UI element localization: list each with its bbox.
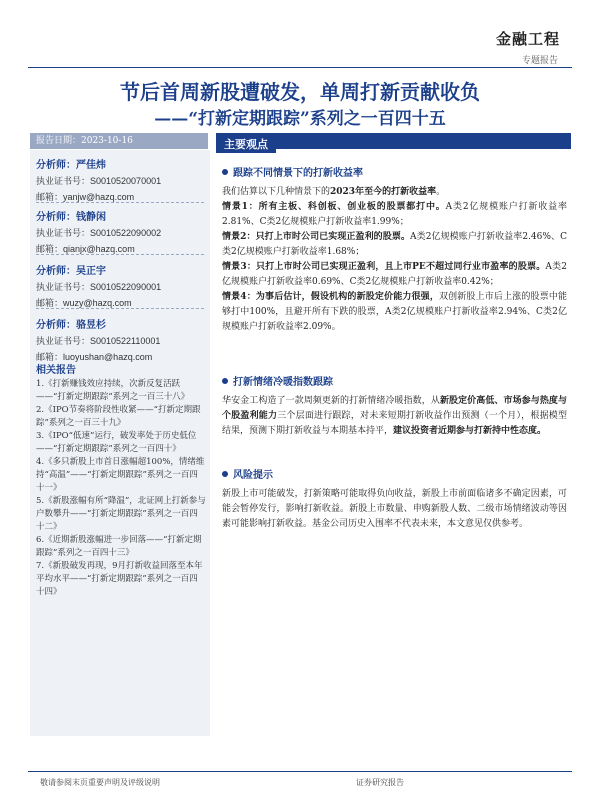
main-view-bar [216, 133, 571, 149]
scenario-bold: 情景4：为事后估计，假设机构的新股定价能力很强， [222, 292, 439, 302]
section-heading: 风险提示 [233, 470, 273, 481]
section-intro [222, 185, 567, 200]
text-run: 三个层面进行跟踪，对未来短期打新收益作出预测（一个月），根据模型结果，预测下期打新收益与本期基本持平， [222, 411, 567, 436]
cert-label: 执业证书号： [36, 283, 91, 293]
divider [36, 254, 204, 255]
risk-paragraph: 新股上市可能破发，打新策略可能取得负向收益，新股上市前面临诸多不确定因素，可能会暂停发行，影响打新收益。新股上市数量、申购新股人数、二级市场情绪波动等因素可能影响打新收益。基金公司历史入围率不代表未来，本文意见仅供参考。 [222, 489, 567, 529]
related-report-item[interactable]: 7.《新股破发再现，9月打新收益回落至本年平均水平——“打新定期跟踪”系列之一百四十四》 [36, 561, 203, 597]
sentiment-paragraph [222, 394, 567, 439]
analyst-name: 分析师：严佳炜 [36, 160, 106, 171]
email-label: 邮箱： [36, 193, 64, 203]
scenario-bold: 情景3：只打上市时公司已实现正盈利，且上市PE不超过同行业市盈率的股票。 [222, 262, 546, 272]
footer-disclaimer: 敬请参阅末页重要声明及评级说明 [40, 778, 160, 787]
text-run: 。 [436, 187, 446, 197]
section-sentiment [222, 373, 567, 439]
section-returns [222, 164, 567, 335]
scenario-bold: 情景1：所有主板、科创板、创业板的股票都打中。 [222, 202, 446, 212]
bullet-icon [222, 169, 228, 175]
cert-number: S0010522090001 [90, 282, 162, 292]
email-link[interactable]: yanjw@hazq.com [63, 192, 135, 202]
analyst-card [36, 156, 206, 203]
email-link[interactable]: qianjx@hazq.com [63, 244, 135, 254]
cert-number: S0010522110001 [90, 336, 161, 346]
text-run-bold: 新股定价高低、市场参与热度与个股盈利能力 [222, 396, 567, 421]
scenario-4 [222, 290, 567, 335]
related-report-item[interactable]: 4.《多只新股上市首日涨幅超100%，情绪维持“高温”——“打新定期跟踪”系列之一百四十一》 [36, 457, 205, 493]
related-reports-list [36, 378, 206, 599]
related-report-item[interactable]: 1.《打新赚钱效应持续，次新反复活跃——“打新定期跟踪”系列之一百三十八》 [36, 379, 190, 402]
email-label: 邮箱： [36, 245, 64, 255]
scenario-1 [222, 200, 567, 230]
report-subtitle: ——“打新定期跟踪”系列之一百四十五 [154, 109, 446, 129]
cert-number: S0010522090002 [90, 228, 162, 238]
related-report-item[interactable]: 2.《IPO节奏将阶段性收紧——“打新定期跟踪”系列之一百三十九》 [36, 405, 201, 428]
bullet-icon [222, 471, 228, 477]
divider [36, 308, 204, 309]
section-heading: 跟踪不同情景下的打新收益率 [233, 168, 363, 179]
footer-rule [28, 771, 572, 772]
bullet-icon [222, 378, 228, 384]
report-date: 报告日期：2023-10-16 [30, 133, 208, 149]
scenario-3 [222, 260, 567, 290]
text-run: 华安金工构造了一款周频更新的打新情绪冷暖指数，从 [222, 396, 440, 406]
text-run-bold: 2023年至今的打新收益率 [330, 187, 437, 197]
analyst-name: 分析师：钱静闲 [36, 212, 106, 223]
related-report-item[interactable]: 6.《近期新股涨幅进一步回落——“打新定期跟踪”系列之一百四十三》 [36, 535, 202, 558]
cert-label: 执业证书号： [36, 229, 91, 239]
divider [36, 202, 204, 203]
header-rule [28, 67, 572, 68]
scenario-text: A类2亿规模账户打新收益率2.46%、C类2亿规模账户打新收益率1.68%； [222, 232, 567, 257]
brand-title: 金融工程 [495, 30, 560, 48]
scenario-text: A类2亿规模账户打新收益率0.69%、C类2亿规模账户打新收益率0.42%； [222, 262, 567, 287]
report-title: 节后首周新股遭破发，单周打新贡献收负 [120, 80, 480, 104]
email-label: 邮箱： [36, 353, 64, 363]
email-link[interactable]: luoyushan@hazq.com [63, 352, 153, 362]
section-heading: 打新情绪冷暖指数跟踪 [233, 377, 333, 388]
scenario-text: 双创新股上市后上涨的股票中能够打中100%，且避开所有下跌的股票，A类2亿规模账户打新收益率2.94%、C类2亿规模账户打新收益率2.09%。 [222, 292, 567, 332]
section-risk [222, 466, 567, 532]
footer-label: 证券研究报告 [356, 778, 404, 787]
email-link[interactable]: wuzy@hazq.com [63, 298, 132, 308]
analyst-name: 分析师：吴正宇 [36, 266, 106, 277]
cert-label: 执业证书号： [36, 177, 91, 187]
text-run-bold: 建议投资者近期参与打新持中性态度。 [393, 426, 547, 436]
analyst-name: 分析师：骆昱杉 [36, 320, 106, 331]
related-report-item[interactable]: 3.《IPO“低速”运行，破发率处于历史低位——“打新定期跟踪”系列之一百四十》 [36, 431, 197, 454]
analyst-card [36, 316, 206, 363]
scenario-bold: 情景2：只打上市时公司已实现正盈利的股票。 [222, 232, 411, 242]
related-reports-title: 相关报告 [36, 365, 76, 376]
scenario-2 [222, 230, 567, 260]
cert-label: 执业证书号： [36, 337, 91, 347]
analyst-card [36, 208, 206, 255]
cert-number: S0010520070001 [90, 176, 162, 186]
related-report-item[interactable]: 5.《新股涨幅有所“降温”，北证网上打新参与户数攀升——“打新定期跟踪”系列之一百四十二》 [36, 496, 206, 532]
analyst-card [36, 262, 206, 309]
report-type: 专题报告 [521, 56, 558, 66]
email-label: 邮箱： [36, 299, 64, 309]
main-view-label: 主要观点 [216, 137, 276, 153]
text-run: 我们估算以下几种情景下的 [222, 187, 331, 197]
scenario-text: A类2亿规模账户打新收益率2.81%、C类2亿规模账户打新收益率1.99%； [222, 202, 567, 227]
